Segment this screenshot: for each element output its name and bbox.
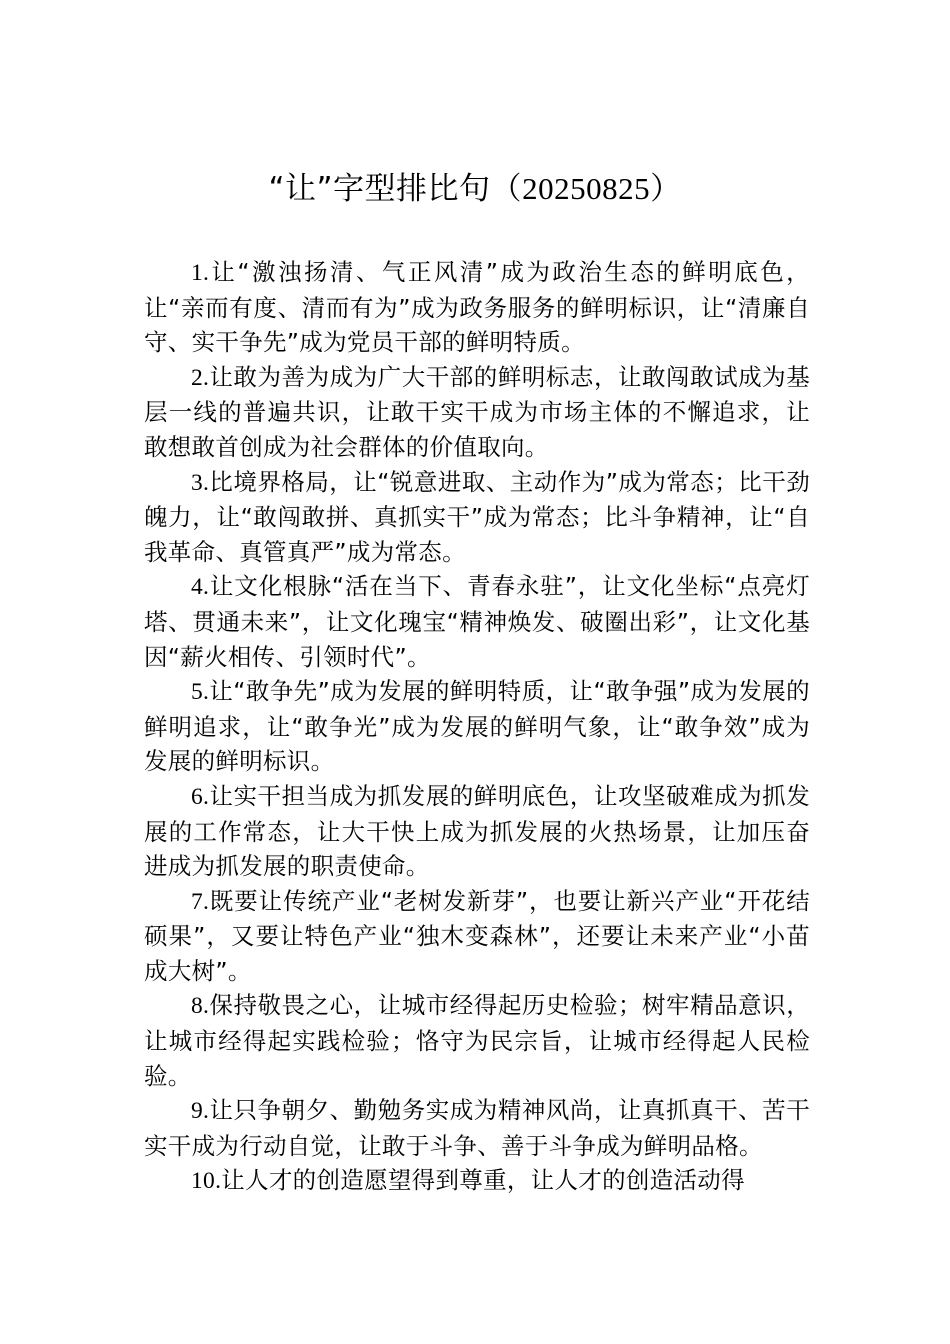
paragraph-3 [144,465,810,570]
paragraph-6 [144,779,810,884]
paragraph-7 [144,884,810,989]
paragraph-text: 让“激浊扬清、气正风清”成为政治生态的鲜明底色，让“亲而有度、清而有为”成为政务服务的鲜明标识，让“清廉自守、实干争先”成为党员干部的鲜明特质。 [144,258,810,357]
title-date: 20250825 [522,171,651,206]
paragraph-number: 7. [191,888,210,915]
paragraph-number: 8. [191,993,210,1020]
paragraph-8 [144,988,810,1093]
paragraph-number: 6. [191,783,210,810]
paragraph-text: 让文化根脉“活在当下、青春永驻”，让文化坐标“点亮灯塔、贯通未来”，让文化瑰宝“精神焕发、破圈出彩”，让文化基因“薪火相传、引领时代”。 [144,572,810,671]
paragraph-number: 10. [191,1168,222,1195]
paragraph-text: 让“敢争先”成为发展的鲜明特质，让“敢争强”成为发展的鲜明追求，让“敢争光”成为发展的鲜明气象，让“敢争效”成为发展的鲜明标识。 [144,677,810,776]
title-close: ） [650,171,682,207]
paragraph-text: 保持敬畏之心，让城市经得起历史检验；树牢精品意识，让城市经得起实践检验；恪守为民宗旨，让城市经得起人民检验。 [144,991,810,1090]
paragraph-text: 既要让传统产业“老树发新芽”，也要让新兴产业“开花结硕果”，又要让特色产业“独木变森林”，还要让未来产业“小苗成大树”。 [144,886,810,985]
paragraph-10 [144,1163,810,1199]
paragraph-number: 5. [191,679,210,706]
paragraph-1 [144,255,810,360]
paragraph-number: 2. [191,364,210,391]
paragraph-number: 3. [191,469,210,496]
paragraph-5 [144,674,810,779]
paragraph-4 [144,569,810,674]
paragraph-text: 让实干担当成为抓发展的鲜明底色，让攻坚破难成为抓发展的工作常态，让大干快上成为抓发展的火热场景，让加压奋进成为抓发展的职责使命。 [144,781,810,881]
paragraph-text: 让只争朝夕、勤勉务实成为精神风尚，让真抓真干、苦干实干成为行动自觉，让敢于斗争、善于斗争成为鲜明品格。 [144,1096,810,1160]
paragraph-number: 4. [191,574,210,601]
page-title [0,166,950,212]
title-main: “让”字型排比句（ [268,171,523,207]
paragraph-text: 让人才的创造愿望得到尊重，让人才的创造活动得 [221,1166,745,1195]
paragraph-2 [144,360,810,465]
paragraph-9 [144,1093,810,1163]
document-body [144,255,810,1199]
paragraph-number: 9. [191,1098,210,1125]
paragraph-text: 让敢为善为成为广大干部的鲜明标志，让敢闯敢试成为基层一线的普遍共识，让敢干实干成为市场主体的不懈追求，让敢想敢首创成为社会群体的价值取向。 [144,362,810,461]
paragraph-text: 比境界格局，让“锐意进取、主动作为”成为常态；比干劲魄力，让“敢闯敢拼、真抓实干”成为常态；比斗争精神，让“自我革命、真管真严”成为常态。 [144,467,810,566]
paragraph-number: 1. [191,260,210,286]
